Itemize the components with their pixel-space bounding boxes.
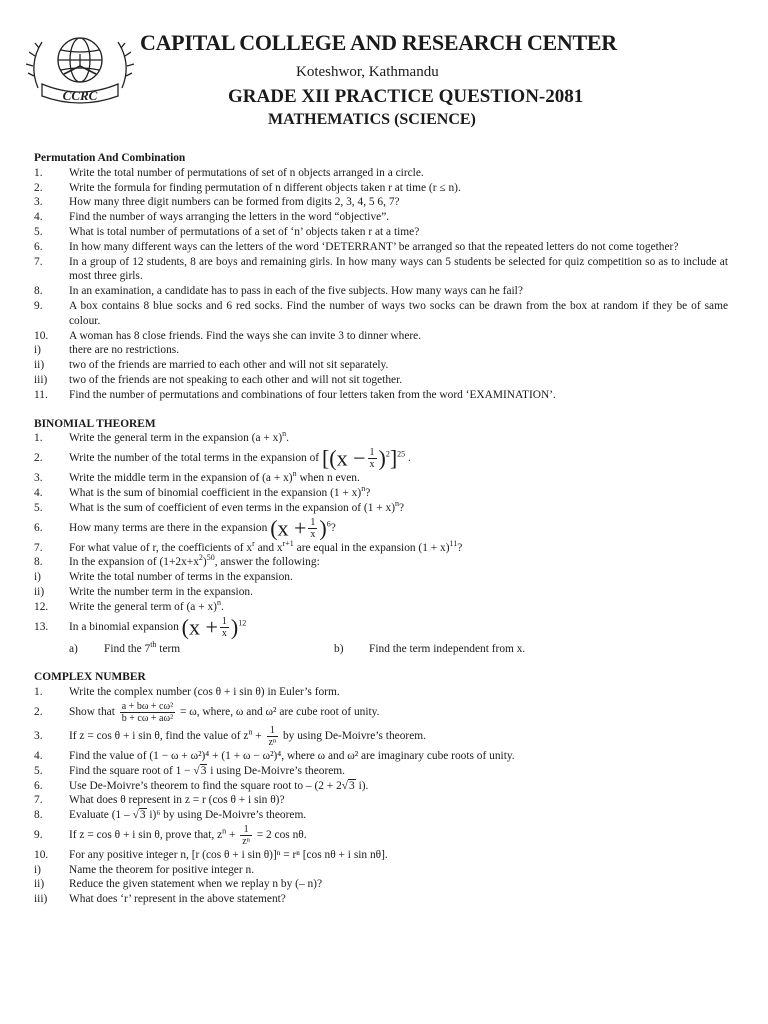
question-item: 3. Write the middle term in the expansion of $(a + x)^n$ when n even. bbox=[34, 469, 360, 485]
question-item: 8. In an examination, a candidate has to pass in each of the five subjects. How many ways can he fail? bbox=[34, 285, 523, 298]
question-item: 2. Show that $\frac{\text{a + bω + cω²}}{\text{b + cω + aω²}}$ = ω, where, ω and ω² are cube root of unity. bbox=[34, 700, 380, 724]
section-title-permutation: Permutation And Combination bbox=[34, 152, 186, 164]
question-item: 8. In the expansion of $(1+2x+x^2)^{50}$, answer the following: bbox=[34, 553, 320, 569]
page-header bbox=[0, 0, 768, 140]
question-subitem: i) Write the total number of terms in the expansion. bbox=[34, 571, 293, 584]
question-item: 5. What is total number of permutations of a set of ‘n’ objects taken r at a time? bbox=[34, 225, 420, 238]
question-item: 4. What is the sum of binomial coefficient in the expansion $(1 + x)^n$? bbox=[34, 484, 371, 499]
question-item: 10. For any positive integer n, [r (cos θ + i sin θ)]ⁿ = rⁿ [cos nθ + i sin nθ]. bbox=[34, 848, 388, 861]
question-item: 7. In a group of 12 students, 8 are boys and remaining girls. In how many ways can 5 students be selected for quiz competition so as to include at most three girls. bbox=[34, 255, 728, 283]
question-item: 7. What does θ represent in z = r (cos θ + i sin θ)? bbox=[34, 794, 285, 807]
question-item: 5. Find the square root of 1 − √3 i using De-Moivre’s theorem. bbox=[34, 764, 346, 777]
question-item: 1. Write the complex number (cos θ + i sin θ) in Euler’s form. bbox=[34, 686, 340, 699]
exam-title: GRADE XII PRACTICE QUESTION-2081 bbox=[228, 86, 584, 107]
section-title-binomial: BINOMIAL THEOREM bbox=[34, 417, 156, 430]
question-item: 12. Write the general term of $(a + x)^n$. bbox=[34, 597, 224, 613]
question-item: 11. Find the number of permutations and combinations of four letters taken from the word ‘EXAMINATION’. bbox=[34, 388, 556, 401]
question-item: 1. Write the total number of permutations of set of n objects arranged in a circle. bbox=[34, 166, 424, 179]
question-subitem: iii) What does ‘r’ represent in the above statement? bbox=[34, 893, 286, 906]
logo-text: CCRC bbox=[62, 88, 98, 103]
question-item: 9. A box contains 8 blue socks and 6 red socks. Find the number of ways two socks can be drawn from the box at random if they be of same colour. bbox=[34, 299, 728, 327]
question-content bbox=[34, 151, 728, 907]
question-item: 5. What is the sum of coefficient of even terms in the expansion of $(1 + x)^n$? bbox=[34, 498, 405, 514]
college-location: Koteshwor, Kathmandu bbox=[296, 64, 439, 80]
question-item: 8. Evaluate (1 – √3 i)⁶ by using De-Moivre’s theorem. bbox=[34, 809, 307, 822]
question-subitem: i) there are no restrictions. bbox=[34, 344, 180, 357]
subject-title: MATHEMATICS (SCIENCE) bbox=[268, 111, 476, 128]
college-name: CAPITAL COLLEGE AND RESEARCH CENTER bbox=[140, 30, 617, 55]
college-logo bbox=[24, 26, 136, 106]
section-title-complex: COMPLEX NUMBER bbox=[34, 671, 146, 684]
question-item: 2. Write the number of the total terms in the expansion of [(x − $\frac{1}{x}$ )$^2$]$^{25}$ . bbox=[34, 445, 411, 471]
question-subitem: i) Name the theorem for positive integer n. bbox=[34, 863, 255, 876]
question-subitem: iii) two of the friends are not speaking to each other and will not sit together. bbox=[34, 373, 403, 386]
permutation-questions bbox=[34, 166, 728, 403]
question-subitem: ii) Write the number term in the expansion. bbox=[34, 585, 253, 598]
question-item: 6. How many terms are there in the expansion (x + $\frac{1}{x}$ )$^6$? bbox=[34, 515, 336, 541]
question-subitem: ii) two of the friends are married to each other and will not sit separately. bbox=[34, 359, 389, 372]
question-item: 4. Find the number of ways arranging the letters in the word “objective”. bbox=[34, 211, 390, 224]
question-subitem-row: a) Find the 7th term b) Find the term independent from x. bbox=[69, 639, 526, 655]
question-item: 1. Write the general term in the expansion $(a + x)^n$. bbox=[34, 429, 289, 445]
question-item: 2. Write the formula for finding permutation of n different objects taken r at time (r ≤ n). bbox=[34, 181, 461, 194]
question-item: 6. Use De-Moivre’s theorem to find the square root to – (2 + 2√3 i). bbox=[34, 779, 369, 792]
question-subitem: ii) Reduce the given statement when we replay n by (– n)? bbox=[34, 878, 323, 891]
question-item: 9. If z = cos θ + i sin θ, prove that, $z^n$ + $\frac{1}{\text{zⁿ}}$ = 2 cos nθ. bbox=[34, 823, 307, 847]
question-item: 4. Find the value of (1 − ω + ω²)⁴ + (1 + ω − ω²)⁴, where ω and ω² are imaginary cube roots of unity. bbox=[34, 749, 515, 762]
question-item: 7. For what value of r, the coefficients of $x^r$ and $x^{r+1}$ are equal in the expansion $(1 + x)^{11}$? bbox=[34, 538, 463, 554]
question-item: 6. In how many different ways can the letters of the word ‘DETERRANT’ be arranged so that the repeated letters do not come together? bbox=[34, 240, 679, 253]
question-item: 3. If z = cos θ + i sin θ, find the value of $z^n$ + $\frac{1}{\text{zⁿ}}$ by using De-Moivre’s theorem. bbox=[34, 724, 426, 748]
question-item: 10. A woman has 8 close friends. Find the ways she can invite 3 to dinner where. bbox=[34, 329, 422, 342]
question-item: 3. How many three digit numbers can be formed from digits 2, 3, 4, 5 6, 7? bbox=[34, 196, 400, 209]
question-item: 13. In a binomial expansion (x + $\frac{1}{x}$ )$^{12}$ bbox=[34, 614, 247, 640]
